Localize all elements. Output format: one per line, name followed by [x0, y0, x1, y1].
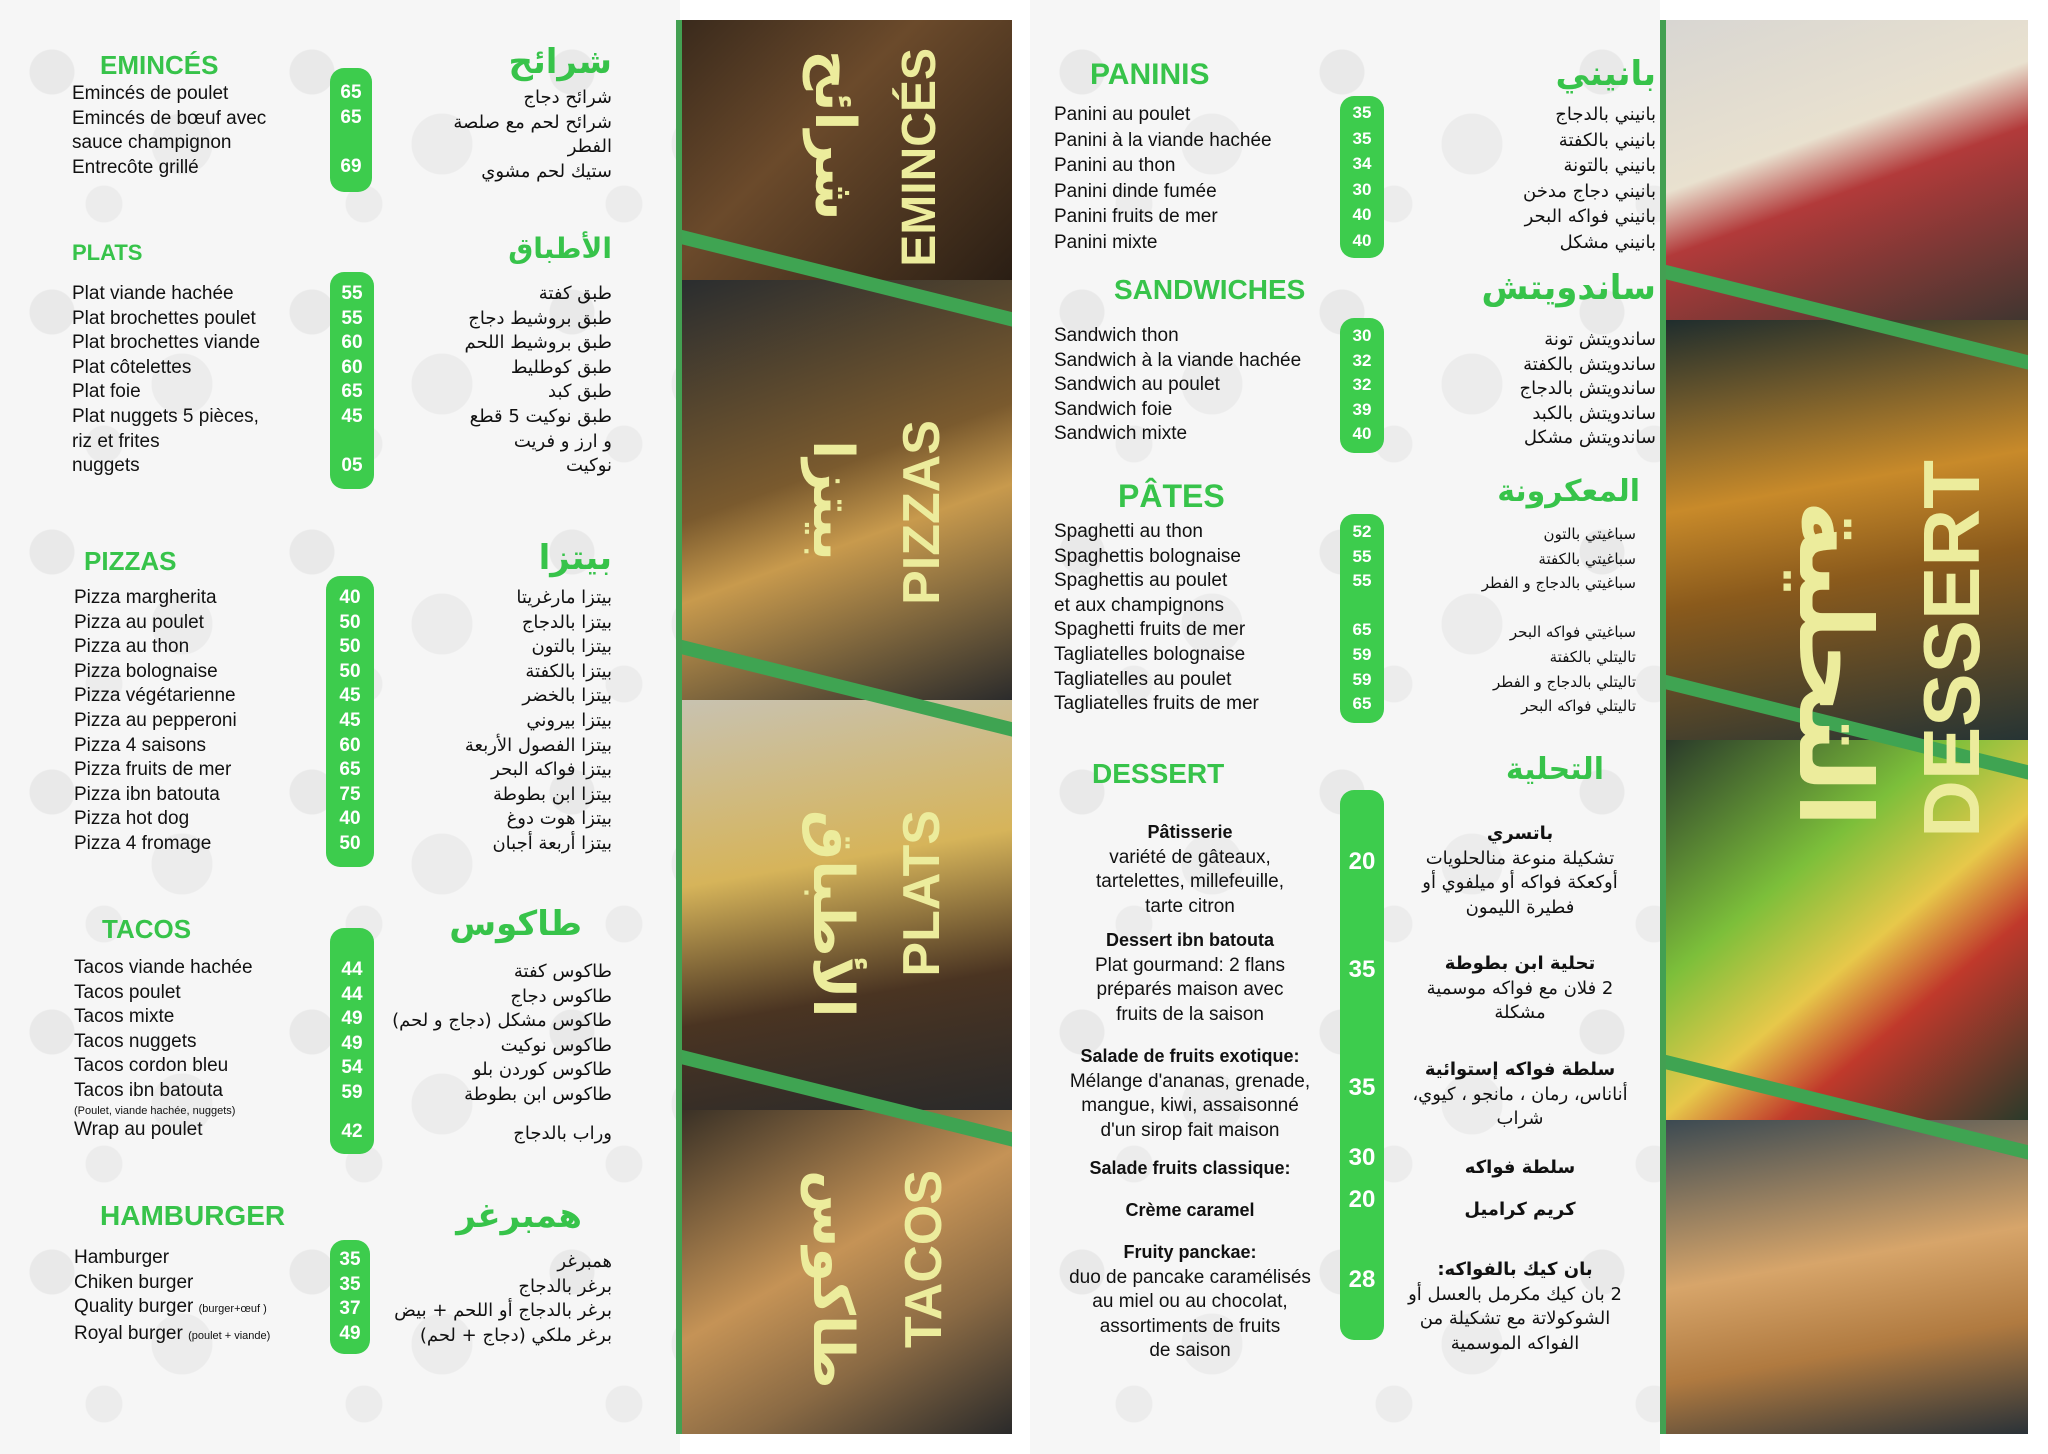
list-item: Quality burger (burger+œuf )	[74, 1296, 267, 1318]
list-item: Tagliatelles bolognaise	[1054, 643, 1246, 665]
list-item: Pizza ibn batouta	[74, 783, 220, 805]
price: 45	[341, 405, 363, 427]
price: 60	[341, 332, 363, 354]
dessert-item-ar: كريم كراميل	[1464, 1199, 1576, 1220]
list-item: برغر بالدجاج أو اللحم + بيض	[394, 1300, 612, 1322]
list-item: Tagliatelles au poulet	[1054, 668, 1232, 690]
price: 54	[341, 1057, 363, 1079]
sandwiches-ar-list	[1436, 328, 1656, 451]
list-item: بانيني بالكفتة	[1558, 129, 1656, 151]
list-item: Panini au poulet	[1054, 104, 1191, 125]
pizzas-fr-list	[74, 586, 334, 857]
list-item: Plat viande hachée	[72, 283, 234, 304]
list-item: بيتزا بالتون	[531, 636, 612, 658]
price: 39	[1352, 399, 1372, 419]
list-item: بيتزا فواكه البحر	[491, 759, 612, 781]
list-item: برغر بالدجاج	[518, 1275, 612, 1297]
photo-column-left	[682, 20, 1012, 1434]
list-item: بانيني بالدجاج	[1555, 104, 1656, 125]
price: 05	[341, 455, 363, 477]
tacos-ar-title: طاكوس	[449, 904, 582, 944]
pates-fr-title: PÂTES	[1118, 478, 1225, 514]
list-item: تاليتلي بالدجاج و الفطر	[1492, 672, 1636, 691]
price: 40	[1352, 424, 1372, 444]
menu-panel-right	[1030, 0, 1660, 1454]
list-item: Pizza fruits de mer	[74, 759, 232, 781]
pizzas-vertical-label: PIZZAS	[893, 420, 951, 605]
list-item: طاكوس كوردن بلو	[472, 1059, 612, 1081]
list-item: Sandwich à la viande hachée	[1054, 349, 1302, 371]
list-item: Panini dinde fumée	[1054, 180, 1217, 202]
list-item: وراب بالدجاج	[513, 1122, 612, 1144]
list-item: Sandwich mixte	[1054, 423, 1188, 445]
price: 52	[1352, 522, 1372, 541]
list-item: ساندويتش بالكبد	[1532, 402, 1656, 424]
list-item: سباغيتي فواكه البحر	[1509, 623, 1636, 642]
pizzas-vertical-label-ar: بيتزا	[800, 440, 865, 561]
list-item: بيتزا بالخضر	[522, 685, 612, 707]
list-item: Plat foie	[72, 381, 141, 403]
sandwiches-price-pill	[1340, 318, 1384, 453]
list-item: ساندويتش تونة	[1544, 329, 1656, 350]
list-item: Pizza bolognaise	[74, 660, 218, 682]
list-item: Plat nuggets 5 pièces,	[72, 405, 259, 427]
price: 65	[341, 381, 363, 403]
price: 45	[339, 709, 361, 731]
sandwiches-fr-title: SANDWICHES	[1114, 274, 1306, 305]
list-item: طبق كوطليط	[510, 356, 612, 378]
list-item: طبق كفتة	[538, 283, 612, 304]
list-item: برغر ملكي (دجاج + لحم)	[419, 1324, 612, 1346]
list-item: Spaghetti fruits de mer	[1054, 619, 1246, 641]
list-item: شرائح دجاج	[523, 87, 612, 108]
dessert-ar-title: التحلية	[1505, 752, 1604, 787]
dessert-item: Dessert ibn batouta Plat gourmand: 2 flans préparés maison avec fruits de la saison	[1094, 930, 1286, 1025]
price: 59	[1352, 669, 1372, 689]
price: 55	[1352, 546, 1372, 566]
price: 49	[341, 1032, 363, 1054]
list-item: Panini fruits de mer	[1054, 206, 1218, 228]
price: 35	[339, 1273, 361, 1295]
list-item: et aux champignons	[1054, 594, 1225, 616]
list-item: Pizza au pepperoni	[74, 709, 237, 731]
list-item: طاكوس دجاج	[510, 985, 612, 1007]
price: 75	[339, 783, 361, 805]
price: 55	[341, 283, 363, 304]
dessert-vertical-label: DESSERT	[1907, 460, 1996, 838]
dessert-item-ar: بان كيك بالفواكه: 2 بان كيك مكرمل بالعسل أو الشوكولاتة مع تشكيلة من الفواكه الموسمية	[1408, 1259, 1622, 1354]
list-item: Spaghettis bolognaise	[1054, 545, 1241, 567]
list-item: Pizza 4 saisons	[74, 734, 207, 756]
price: 35	[1352, 103, 1372, 122]
list-item: Emincés de poulet	[72, 83, 229, 104]
tacos-vertical-label: TACOS	[895, 1170, 953, 1349]
plats-fr-list	[72, 282, 332, 479]
price: 59	[1352, 644, 1372, 664]
list-item: تاليتلي بالكفتة	[1549, 647, 1636, 666]
price: 65	[1352, 620, 1372, 640]
price: 44	[341, 983, 363, 1005]
price: 60	[339, 734, 361, 756]
eminces-ar-list	[372, 86, 612, 184]
plats-vertical-label: PLATS	[893, 810, 951, 977]
list-item: طاكوس نوكيت	[500, 1034, 612, 1056]
plats-vertical-label-ar: الأطباق	[800, 810, 865, 1018]
price: 40	[1352, 205, 1372, 225]
tacos-fr-title: TACOS	[102, 914, 192, 944]
dessert-item: Fruity panckae: duo de pancake caramélisés au miel ou au chocolat, assortiments de fruits de saison	[1069, 1242, 1311, 1362]
price: 65	[1352, 694, 1372, 714]
dessert-item: Salade fruits classique:	[1089, 1158, 1291, 1178]
tacos-fr-list	[74, 956, 344, 1142]
price: 32	[1352, 350, 1372, 370]
sandwiches-fr-list	[1054, 324, 1354, 447]
list-item: ساندويتش بالدجاج	[1519, 378, 1656, 400]
price: 32	[1352, 375, 1372, 395]
dessert-item: Crème caramel	[1125, 1200, 1255, 1220]
list-item: Panini au thon	[1054, 155, 1176, 177]
pates-ar-list	[1416, 522, 1636, 719]
eminces-vertical-label: EMINCÉS	[893, 48, 946, 267]
list-item: بيتزا ابن بطوطة	[492, 783, 612, 805]
list-item: Sandwich thon	[1054, 325, 1179, 346]
list-item: بيتزا بالكفتة	[525, 660, 612, 682]
list-item: Spaghettis au poulet	[1054, 570, 1228, 592]
list-item-note: (Poulet, viande hachée, nuggets)	[74, 1104, 236, 1117]
paninis-ar-title: بانيني	[1555, 54, 1656, 94]
price: 30	[1348, 1144, 1376, 1171]
list-item: Pizza margherita	[74, 587, 217, 608]
list-item: Entrecôte grillé	[72, 156, 199, 178]
price	[1340, 594, 1384, 619]
list-item: Plat brochettes viande	[72, 332, 261, 354]
pates-price-pill	[1340, 514, 1384, 723]
list-item: Pizza végétarienne	[74, 685, 236, 707]
list-item: بيتزا بالدجاج	[521, 611, 612, 633]
price: 65	[340, 82, 362, 103]
pancake-photo	[1666, 1120, 2028, 1434]
list-item: Tacos nuggets	[74, 1030, 197, 1052]
plats-price-pill	[330, 272, 374, 489]
dessert-fr-title: DESSERT	[1092, 758, 1225, 789]
hamburger-fr-list	[74, 1246, 354, 1348]
list-item: ساندويتش بالكفتة	[1523, 353, 1656, 375]
price: 49	[341, 1008, 363, 1030]
photo-column-right	[1666, 20, 2028, 1434]
list-item: تاليتلي فواكه البحر	[1521, 697, 1636, 716]
list-item: Tacos viande hachée	[74, 957, 253, 978]
list-item: سباغيتي بالكفتة	[1538, 549, 1636, 568]
price: 49	[339, 1322, 361, 1344]
price: 35	[339, 1249, 361, 1270]
list-item: riz et frites	[72, 430, 160, 452]
pates-ar-title: المعكرونة	[1497, 474, 1640, 509]
price: 30	[1352, 326, 1372, 345]
list-item: Hamburger	[74, 1247, 170, 1268]
eminces-fr-list	[72, 82, 332, 180]
list-item: طبق بروشيط دجاج	[468, 307, 612, 329]
list-item: و ارز و فريت	[513, 430, 612, 452]
cake-photo	[1666, 20, 2028, 320]
menu-panel-left	[0, 0, 680, 1454]
price: 35	[1348, 956, 1376, 983]
list-item: Chiken burger	[74, 1271, 194, 1293]
list-item: بيتزا بيروني	[526, 709, 612, 731]
list-item: Tacos mixte	[74, 1006, 175, 1028]
price: 28	[1348, 1266, 1376, 1293]
list-item: طبق بروشيط اللحم	[464, 332, 612, 354]
list-item: نوكيت	[566, 455, 612, 477]
list-item: سباغيتي بالدجاج و الفطر	[1481, 574, 1636, 593]
dessert-item-ar: باتسري تشكيلة منوعة منالحلويات أوكعكة فواكه أو ميلفوي أو فطيرة الليمون	[1422, 823, 1618, 918]
price: 40	[339, 808, 361, 830]
price: 20	[1348, 848, 1376, 875]
list-item: nuggets	[72, 455, 140, 477]
dessert-item-ar: سلطة فواكه إستوائية أناناس، رمان ، مانجو ، كيوي، شراب	[1412, 1059, 1628, 1130]
list-item: بانيني دجاج مدخن	[1523, 180, 1656, 202]
list-item: ساندويتش مشكل	[1523, 427, 1656, 449]
list-item: Sandwich au poulet	[1054, 374, 1220, 396]
price: 55	[1352, 571, 1372, 591]
list-item: طاكوس ابن بطوطة	[464, 1083, 612, 1105]
pates-fr-list	[1054, 520, 1354, 717]
tacos-vertical-label-ar: طاكوس	[800, 1170, 865, 1389]
paninis-price-pill	[1340, 96, 1384, 258]
plats-ar-list	[372, 282, 612, 479]
price: 65	[340, 106, 362, 128]
dessert-item: Salade de fruits exotique: Mélange d'ananas, grenade, mangue, kiwi, assaisonné d'un sirop fait maison	[1069, 1046, 1311, 1141]
list-item: Pizza hot dog	[74, 808, 190, 830]
list-item: بانيني مشكل	[1559, 231, 1656, 253]
list-item: ستيك لحم مشوي	[481, 160, 612, 182]
plats-fr-title: PLATS	[72, 240, 143, 265]
list-item: طبق كبد	[548, 381, 612, 403]
price: 40	[339, 587, 361, 608]
list-item: بيتزا هوت دوغ	[506, 808, 612, 830]
list-item: Tacos ibn batouta	[74, 1079, 223, 1101]
list-item: Pizza au thon	[74, 636, 190, 658]
list-item: Tacos cordon bleu	[74, 1055, 229, 1077]
price: 69	[340, 155, 362, 177]
price: 60	[341, 356, 363, 378]
price: 35	[1352, 128, 1372, 148]
paninis-fr-title: PANINIS	[1090, 58, 1210, 91]
price: 50	[339, 660, 361, 682]
eminces-fr-title: EMINCÉS	[100, 50, 219, 80]
list-item: Tagliatelles fruits de mer	[1054, 693, 1259, 715]
price: 50	[339, 611, 361, 633]
list-item: بيتزا مارغريتا	[516, 587, 612, 608]
plats-ar-title: الأطباق	[508, 232, 612, 265]
price	[330, 130, 372, 155]
price: 45	[339, 685, 361, 707]
price: 37	[339, 1298, 361, 1320]
list-item: طاكوس كفتة	[513, 961, 612, 982]
list-item: Royal burger (poulet + viande)	[74, 1322, 271, 1344]
price: 40	[1352, 230, 1372, 250]
list-item: بيتزا الفصول الأربعة	[464, 734, 612, 756]
eminces-vertical-label-ar: شرائح	[802, 50, 867, 221]
list-item: Plat brochettes poulet	[72, 307, 256, 329]
list-item: Panini à la viande hachée	[1054, 129, 1272, 151]
pizzas-ar-title: بيتزا	[538, 538, 612, 578]
tacos-ar-list	[352, 960, 612, 1146]
pizzas-fr-title: PIZZAS	[84, 546, 177, 576]
list-item	[1416, 596, 1636, 621]
dessert-vertical-label-ar: التحلية	[1776, 500, 1893, 828]
list-item: همبرغر	[557, 1251, 612, 1272]
price: 55	[341, 307, 363, 329]
eminces-price-pill	[330, 68, 372, 192]
dessert-item-ar: تحلية ابن بطوطة 2 فلان مع فواكه موسمية مشكلة	[1426, 953, 1614, 1024]
list-item: Pizza au poulet	[74, 611, 204, 633]
price: 50	[339, 636, 361, 658]
price: 35	[1348, 1074, 1376, 1101]
price: 65	[339, 759, 361, 781]
price: 30	[1352, 179, 1372, 199]
dessert-item-ar: سلطة فواكه	[1464, 1157, 1576, 1178]
list-item: بانيني بالتونة	[1563, 155, 1656, 177]
list-item: Emincés de bœuf avec	[72, 107, 267, 129]
dessert-price-pill	[1340, 790, 1384, 1340]
hamburger-ar-list	[332, 1250, 612, 1348]
paninis-ar-list	[1436, 102, 1656, 256]
hamburger-fr-title: HAMBURGER	[100, 1200, 286, 1231]
list-item: طبق نوكيت 5 قطع	[469, 405, 612, 427]
list-item: شرائح لحم مع صلصة	[453, 111, 612, 133]
eminces-ar-title: شرائح	[508, 42, 612, 82]
list-item: Spaghetti au thon	[1054, 521, 1203, 542]
price: 59	[341, 1081, 363, 1103]
list-item: Pizza 4 fromage	[74, 832, 212, 854]
price: 44	[341, 959, 363, 980]
list-item: طاكوس مشكل (دجاج و لحم)	[392, 1010, 612, 1032]
paninis-fr-list	[1054, 102, 1344, 256]
price	[330, 430, 374, 455]
list-item: الفطر	[567, 136, 612, 158]
pizzas-price-pill	[326, 576, 374, 867]
list-item: بيتزا أربعة أجبان	[492, 832, 612, 854]
list-item: سباغيتي بالتون	[1543, 525, 1636, 543]
list-item: بانيني فواكه البحر	[1524, 206, 1656, 228]
sandwiches-ar-title: ساندويتش	[1481, 268, 1656, 308]
list-item: Panini mixte	[1054, 231, 1158, 253]
pizzas-ar-list	[372, 586, 612, 857]
list-item: sauce champignon	[72, 132, 232, 154]
dessert-item: Pâtisserie variété de gâteaux, tartelettes, millefeuille, tarte citron	[1096, 822, 1284, 917]
hamburger-ar-title: همبرغر	[456, 1196, 582, 1236]
price: 20	[1348, 1186, 1376, 1213]
list-item: Plat côtelettes	[72, 356, 192, 378]
price: 50	[339, 832, 361, 854]
price: 34	[1352, 154, 1372, 174]
list-item: Tacos poulet	[74, 981, 181, 1003]
price: 42	[341, 1120, 363, 1142]
list-item: Sandwich foie	[1054, 398, 1173, 420]
list-item: Wrap au poulet	[74, 1118, 203, 1140]
